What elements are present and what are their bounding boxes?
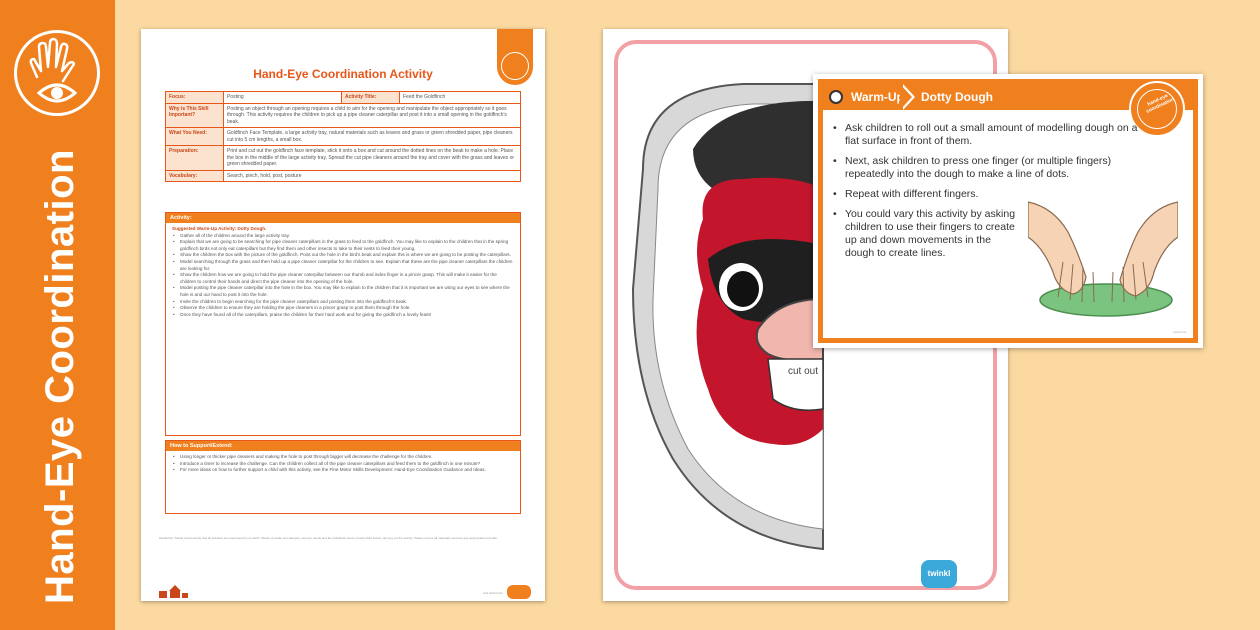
support-heading: How to Support/Extend: xyxy=(166,441,520,451)
importance-value: Posting an object through an opening requires a child to aim for the opening and manipulate the object appropriately so it goes through. This activity requires the children to pick up a pipe cleaner caterpillar and post it into a small opening in the goldfinch's beak. xyxy=(224,103,521,128)
support-box xyxy=(165,440,521,514)
list-item: • Introduce a timer to increase the challenge. Can the children collect all of the pipe cleaner caterpillars and feed them to the goldfinch in one minute? xyxy=(172,461,514,468)
list-item: • Model searching through the grass and then hold up a pipe cleaner caterpillar for the children to see. Explain that these are the pipe cleaner caterpillars the children are looking for. xyxy=(172,259,514,272)
hands-dough-icon xyxy=(1028,192,1178,322)
vocabulary-label: Vocabulary: xyxy=(166,170,224,182)
need-label: What You Need: xyxy=(166,128,224,146)
warmup-label: Warm-Up xyxy=(851,90,904,104)
list-item: • Using longer or thicker pipe cleaners and making the hole to post through bigger will decrease the challenge for the children. xyxy=(172,454,514,461)
activity-body xyxy=(166,223,520,321)
activity-heading: Activity: xyxy=(166,213,520,223)
doc-disclaimer: Disclaimer: Twinkl recommends that all activities are supervised by an adult. Please consider any allergies, sensory needs and the individual needs of each child before carrying out the activity. Please ensure all materials used are age appropriate and safe. xyxy=(159,536,498,540)
card-copyright: twinkl.com xyxy=(1172,330,1187,334)
table-row xyxy=(166,103,521,128)
list-item: • Next, ask children to press one finger (or multiple fingers) repeatedly into the dough to make a line of dots. xyxy=(831,155,1151,181)
activity-box xyxy=(165,212,521,436)
suggested-warmup: Suggested Warm-Up Activity: Dotty Dough. xyxy=(172,226,267,231)
list-item: • You could vary this activity by asking children to use their fingers to create up and down movements in the dough to create lines. xyxy=(831,208,1021,260)
table-row xyxy=(166,128,521,146)
list-item: • For more ideas on how to further support a child with this activity, see the Fine Motor Skills Development: Hand-Eye Coordination Guidance and Ideas. xyxy=(172,467,514,474)
side-band xyxy=(0,0,115,630)
list-item: • Gather all of the children around the large activity tray. xyxy=(172,233,514,240)
preparation-label: Preparation: xyxy=(166,146,224,171)
warmup-card-border xyxy=(818,79,1198,343)
list-item: • Repeat with different fingers. xyxy=(831,188,1151,201)
table-row xyxy=(166,146,521,171)
list-item: • Observe the children to ensure they are holding the pipe cleaners in a pincer grasp to post them through the hole. xyxy=(172,305,514,312)
list-item: • Once they have found all of the caterpillars, praise the children for their hard work and for giving the goldfinch a lovely feast! xyxy=(172,312,514,319)
list-item: • Explain that we are going to be searching for pipe cleaner caterpillars in the grass to feed to the goldfinch. You may like to explain to the children that in the spring goldfinch birds not only eat caterpillars but they find them and other insects to take to their nests to feed their young. xyxy=(172,239,514,252)
cut-out-label: cut out xyxy=(788,366,819,377)
list-item: • Model posting the pipe cleaner caterpillar into the hole in the box. You may like to explain to the children that it is important we are using our eyes to see where the hole is and our hand to post it into the hole. xyxy=(172,285,514,298)
activity-document xyxy=(141,29,545,601)
importance-label: Why is This Skill Important? xyxy=(166,103,224,128)
side-band-title: Hand-Eye Coordination xyxy=(38,149,82,604)
support-body xyxy=(166,451,520,477)
list-item: • Show the children the box with the picture of the goldfinch. Point out the hole in the bird's beak and explain this is where we are going to be posting the caterpillars. xyxy=(172,252,514,259)
list-item: • Show the children how we are going to hold the pipe cleaner caterpillar between our thumb and index finger in a pincer grasp. This will make it easier for the children to control their hands and direct the pipe cleaner into the opening of the hole. xyxy=(172,272,514,285)
activity-title-value: Feed the Goldfinch xyxy=(400,92,521,104)
info-table xyxy=(165,91,521,182)
activity-name: Dotty Dough xyxy=(921,90,993,104)
doc-title: Hand-Eye Coordination Activity xyxy=(253,67,433,81)
list-item: • Ask children to roll out a small amount of modelling dough on a flat surface in front of them. xyxy=(831,122,1151,148)
twinkl-logo: twinkl xyxy=(921,560,957,588)
table-row xyxy=(166,170,521,182)
table-row xyxy=(166,92,521,104)
house-logo-icon xyxy=(159,585,189,599)
chevron-right-icon xyxy=(900,84,912,110)
list-item: • Invite the children to begin searching for the pipe cleaner caterpillars and posting them into the goldfinch's beak. xyxy=(172,299,514,306)
focus-value: Posting xyxy=(224,92,342,104)
warmup-card xyxy=(813,74,1203,348)
twinkl-logo-icon xyxy=(507,585,531,599)
doc-footer-url: visit twinkl.com xyxy=(482,591,503,595)
circle-icon xyxy=(829,90,843,104)
activity-title-label: Activity Title: xyxy=(342,92,400,104)
badge-text: hand-eye coordination xyxy=(1145,92,1176,115)
preparation-value: Print and cut out the goldfinch face template, stick it onto a box and cut around the dotted lines on the beak to make a hole. Place the box in the middle of the large activity tray. Spread the cut pipe cleaners around the tray and cover with the grass and leaves or green shredded paper. xyxy=(224,146,521,171)
need-value: Goldfinch Face Template, a large activity tray, natural materials such as leaves and grass or green shredded paper, pipe cleaners cut into 5 cm lengths, a small box. xyxy=(224,128,521,146)
vocabulary-value: Search, pinch, hold, post, posture xyxy=(224,170,521,182)
hand-eye-icon xyxy=(14,30,100,116)
focus-label: Focus: xyxy=(166,92,224,104)
